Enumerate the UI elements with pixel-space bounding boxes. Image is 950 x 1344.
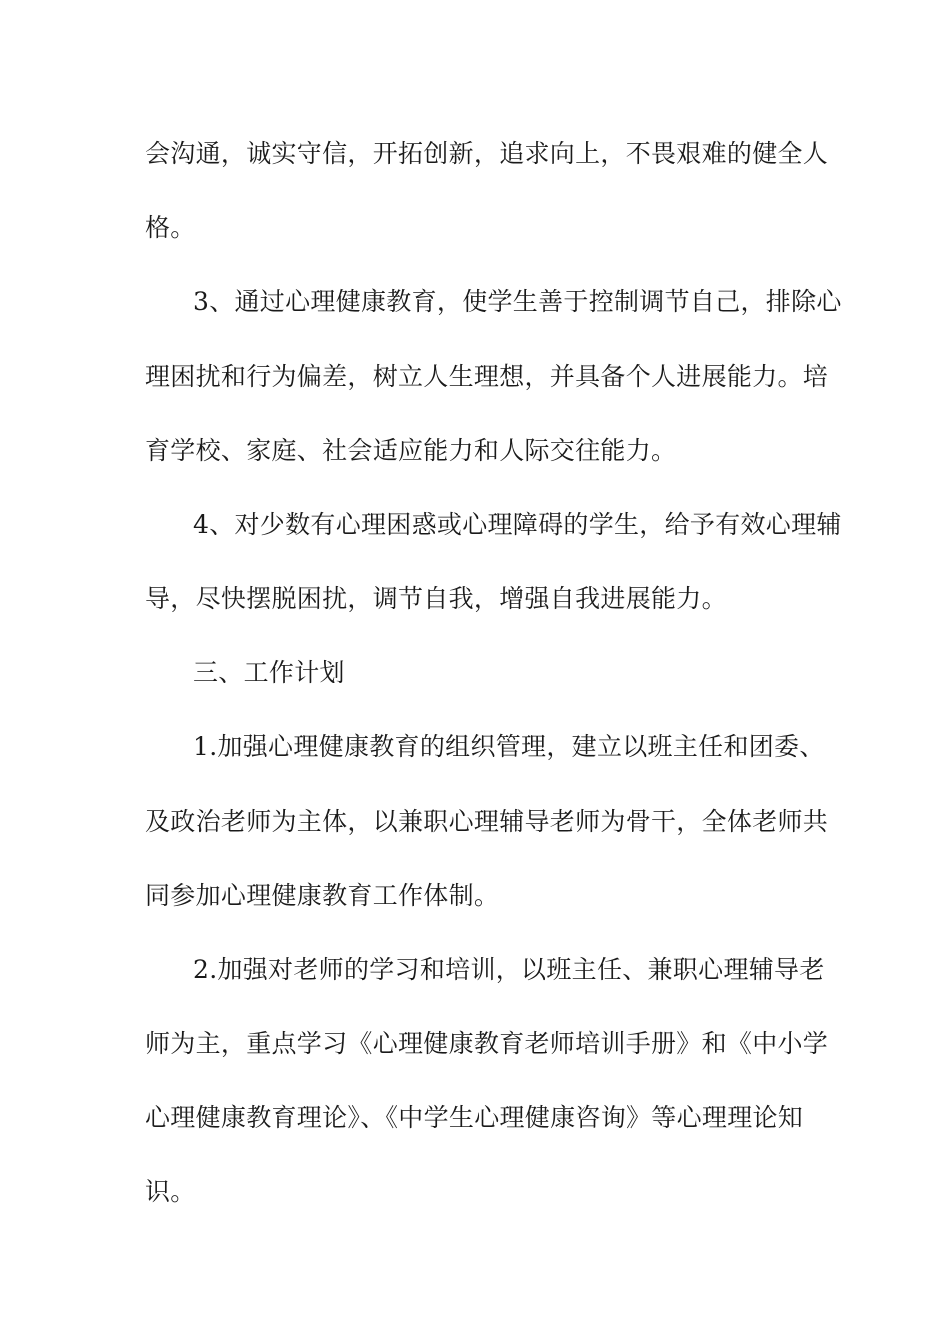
text-line: 2.加强对老师的学习和培训，以班主任、兼职心理辅导老 bbox=[193, 955, 825, 984]
text-line: 心理健康教育理论》、《中学生心理健康咨询》等心理理论知 bbox=[145, 1103, 804, 1132]
text-line: 同参加心理健康教育工作体制。 bbox=[145, 881, 500, 910]
text-line: 会沟通，诚实守信，开拓创新，追求向上，不畏艰难的健全人 bbox=[145, 139, 829, 168]
text-line: 及政治老师为主体，以兼职心理辅导老师为骨干，全体老师共 bbox=[145, 807, 829, 836]
text-line: 育学校、家庭、社会适应能力和人际交往能力。 bbox=[145, 436, 677, 465]
section-heading: 三、工作计划 bbox=[193, 658, 345, 687]
text-line: 理困扰和行为偏差，树立人生理想，并具备个人进展能力。培 bbox=[145, 362, 829, 391]
text-line: 导，尽快摆脱困扰，调节自我，增强自我进展能力。 bbox=[145, 584, 727, 613]
text-line: 3、通过心理健康教育，使学生善于控制调节自己，排除心 bbox=[193, 287, 842, 316]
text-line: 1.加强心理健康教育的组织管理，建立以班主任和团委、 bbox=[193, 732, 825, 761]
text-line: 格。 bbox=[145, 213, 196, 242]
text-line: 识。 bbox=[145, 1177, 196, 1206]
text-line: 4、对少数有心理困惑或心理障碍的学生，给予有效心理辅 bbox=[193, 510, 842, 539]
text-line: 师为主，重点学习《心理健康教育老师培训手册》和《中小学 bbox=[145, 1029, 829, 1058]
